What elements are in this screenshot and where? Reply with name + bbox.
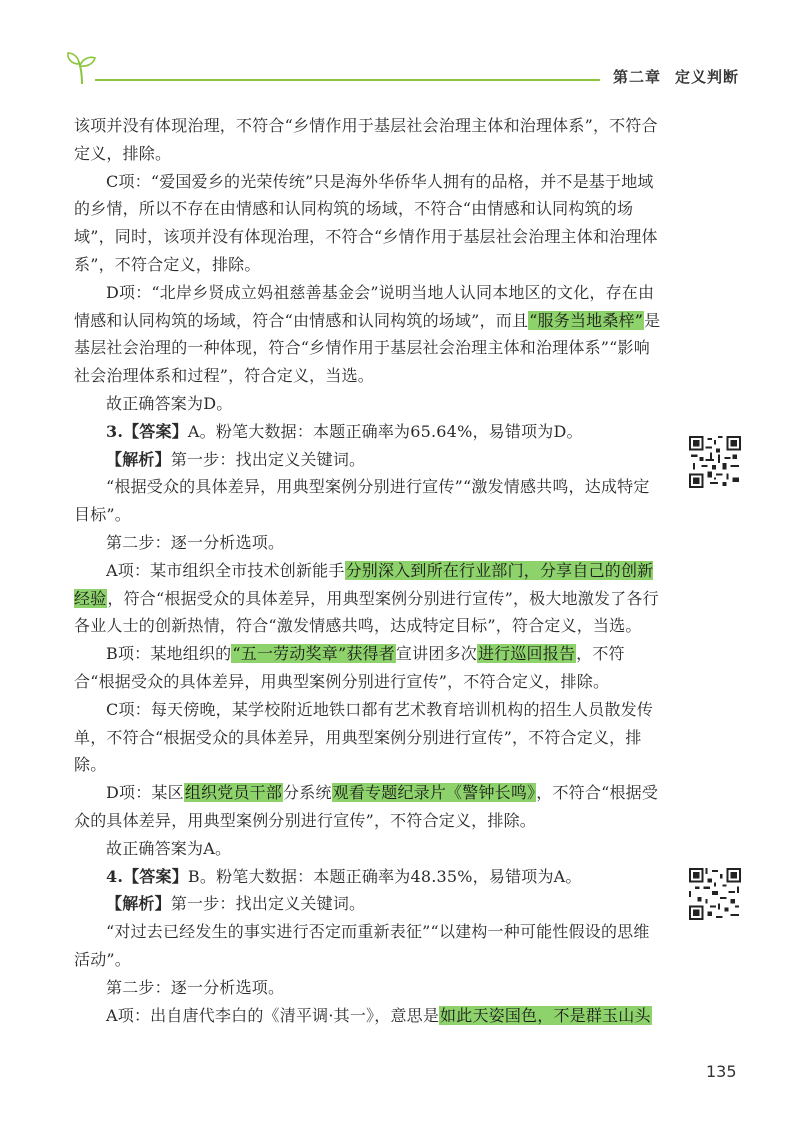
chapter-label: 第二章 <box>613 68 662 86</box>
paragraph <box>74 446 664 474</box>
chapter-heading <box>613 66 739 87</box>
text-run: D项：“北岸乡贤成立妈祖慈善基金会”说明当地人认同本地区的文化，存在由情感和认同构筑的场域，符合“由情感和认同构筑的场域”，而且 <box>74 282 655 330</box>
text-run: 第一步：找出定义关键词。 <box>170 894 366 914</box>
text-run: A。粉笔大数据：本题正确率为65.64%，易错项为D。 <box>187 421 583 441</box>
paragraph <box>74 640 664 696</box>
chapter-title: 定义判断 <box>675 68 740 86</box>
page-header <box>0 0 800 100</box>
text-run: “对过去已经发生的事实进行否定而重新表征”“以建构一种可能性假设的思维活动”。 <box>74 922 650 969</box>
paragraph <box>74 779 664 835</box>
text-run: 故正确答案为D。 <box>106 393 233 413</box>
text-run: 第二步：逐一分析选项。 <box>106 532 285 552</box>
text-run: 第二步：逐一分析选项。 <box>106 977 285 997</box>
text-run: ，符合“根据受众的具体差异，用典型案例分别进行宣传”，极大地激发了各行各业人士的创新热情，符合“激发情感共鸣，达成特定目标”，符合定义，当选。 <box>74 588 659 636</box>
paragraph <box>74 418 664 446</box>
paragraph <box>74 918 664 974</box>
text-run: C项：每天傍晚，某学校附近地铁口都有艺术教育培训机构的招生人员散发传单，不符合“根据受众的具体差异，用典型案例分别进行宣传”，不符合定义，排除。 <box>74 699 654 775</box>
paragraph <box>74 473 664 529</box>
bold-label: 【解析】 <box>106 894 171 914</box>
text-run: C项：“爱国爱乡的光荣传统”只是海外华侨华人拥有的品格，并不是基于地域的乡情，所以不存在由情感和认同构筑的场域，不符合“由情感和认同构筑的场域”，同时，该项并没有体现治理，不符合“乡情作用于基层社会治理主体和治理体系”，不符合定义，排除。 <box>74 171 658 274</box>
text-run: D项：某区 <box>106 783 184 803</box>
highlighted-text: 组织党员干部 <box>184 783 283 803</box>
text-run: 该项并没有体现治理，不符合“乡情作用于基层社会治理主体和治理体系”，不符合定义，排除。 <box>74 116 658 163</box>
highlighted-text: “服务当地桑梓” <box>529 310 644 330</box>
paragraph <box>74 279 664 390</box>
text-run: 宣讲团多次 <box>395 644 477 664</box>
paragraph <box>74 168 664 279</box>
text-run: 是基层社会治理的一种体现，符合“乡情作用于基层社会治理主体和治理体系”“影响社会治理体系和过程”，符合定义，当选。 <box>74 310 661 386</box>
highlighted-text: 观看专题纪录片《警钟长鸣》 <box>332 783 536 803</box>
text-run: A项：出自唐代李白的《清平调·其一》，意思是 <box>106 1005 440 1025</box>
paragraph <box>74 390 664 418</box>
paragraph <box>74 557 664 640</box>
paragraph <box>74 529 664 557</box>
bold-label: 4.【答案】 <box>106 866 188 886</box>
page-number: 135 <box>706 1062 737 1081</box>
highlighted-text: 如此天姿国色，不是群玉山头 <box>440 1005 651 1025</box>
bold-label: 3.【答案】 <box>106 421 188 441</box>
paragraph <box>74 890 664 918</box>
text-run: B项：某地组织的 <box>106 644 232 664</box>
text-run: 故正确答案为A。 <box>106 838 232 858</box>
text-run: 分系统 <box>283 783 332 803</box>
paragraph <box>74 1002 664 1030</box>
bold-label: 【解析】 <box>106 449 171 469</box>
highlighted-text: 进行巡回报告 <box>477 644 576 664</box>
page-body <box>74 112 664 1029</box>
text-run: ，不符合“根据受众的具体差异，用典型案例分别进行宣传”，不符合定义，排除。 <box>74 783 659 830</box>
text-run: ，不符合“根据受众的具体差异，用典型案例分别进行宣传”，不符合定义，排除。 <box>74 644 625 691</box>
paragraph <box>74 974 664 1002</box>
text-run: “根据受众的具体差异，用典型案例分别进行宣传”“激发情感共鸣，达成特定目标”。 <box>74 477 650 525</box>
paragraph <box>74 863 664 891</box>
qr-code-question-4[interactable] <box>689 868 741 920</box>
text-run: B。粉笔大数据：本题正确率为48.35%，易错项为A。 <box>187 866 582 886</box>
paragraph <box>74 112 664 168</box>
highlighted-text: “五一劳动奖章”获得者 <box>232 644 395 664</box>
text-run: A项：某市组织全市技术创新能手 <box>106 560 345 580</box>
qr-code-question-3[interactable] <box>689 436 741 488</box>
paragraph <box>74 835 664 863</box>
text-run: 第一步：找出定义关键词。 <box>170 449 366 469</box>
header-rule <box>95 79 600 81</box>
paragraph <box>74 696 664 779</box>
highlighted-text: 分别深入到所在行业部门，分享自己的创新经验 <box>74 560 654 608</box>
